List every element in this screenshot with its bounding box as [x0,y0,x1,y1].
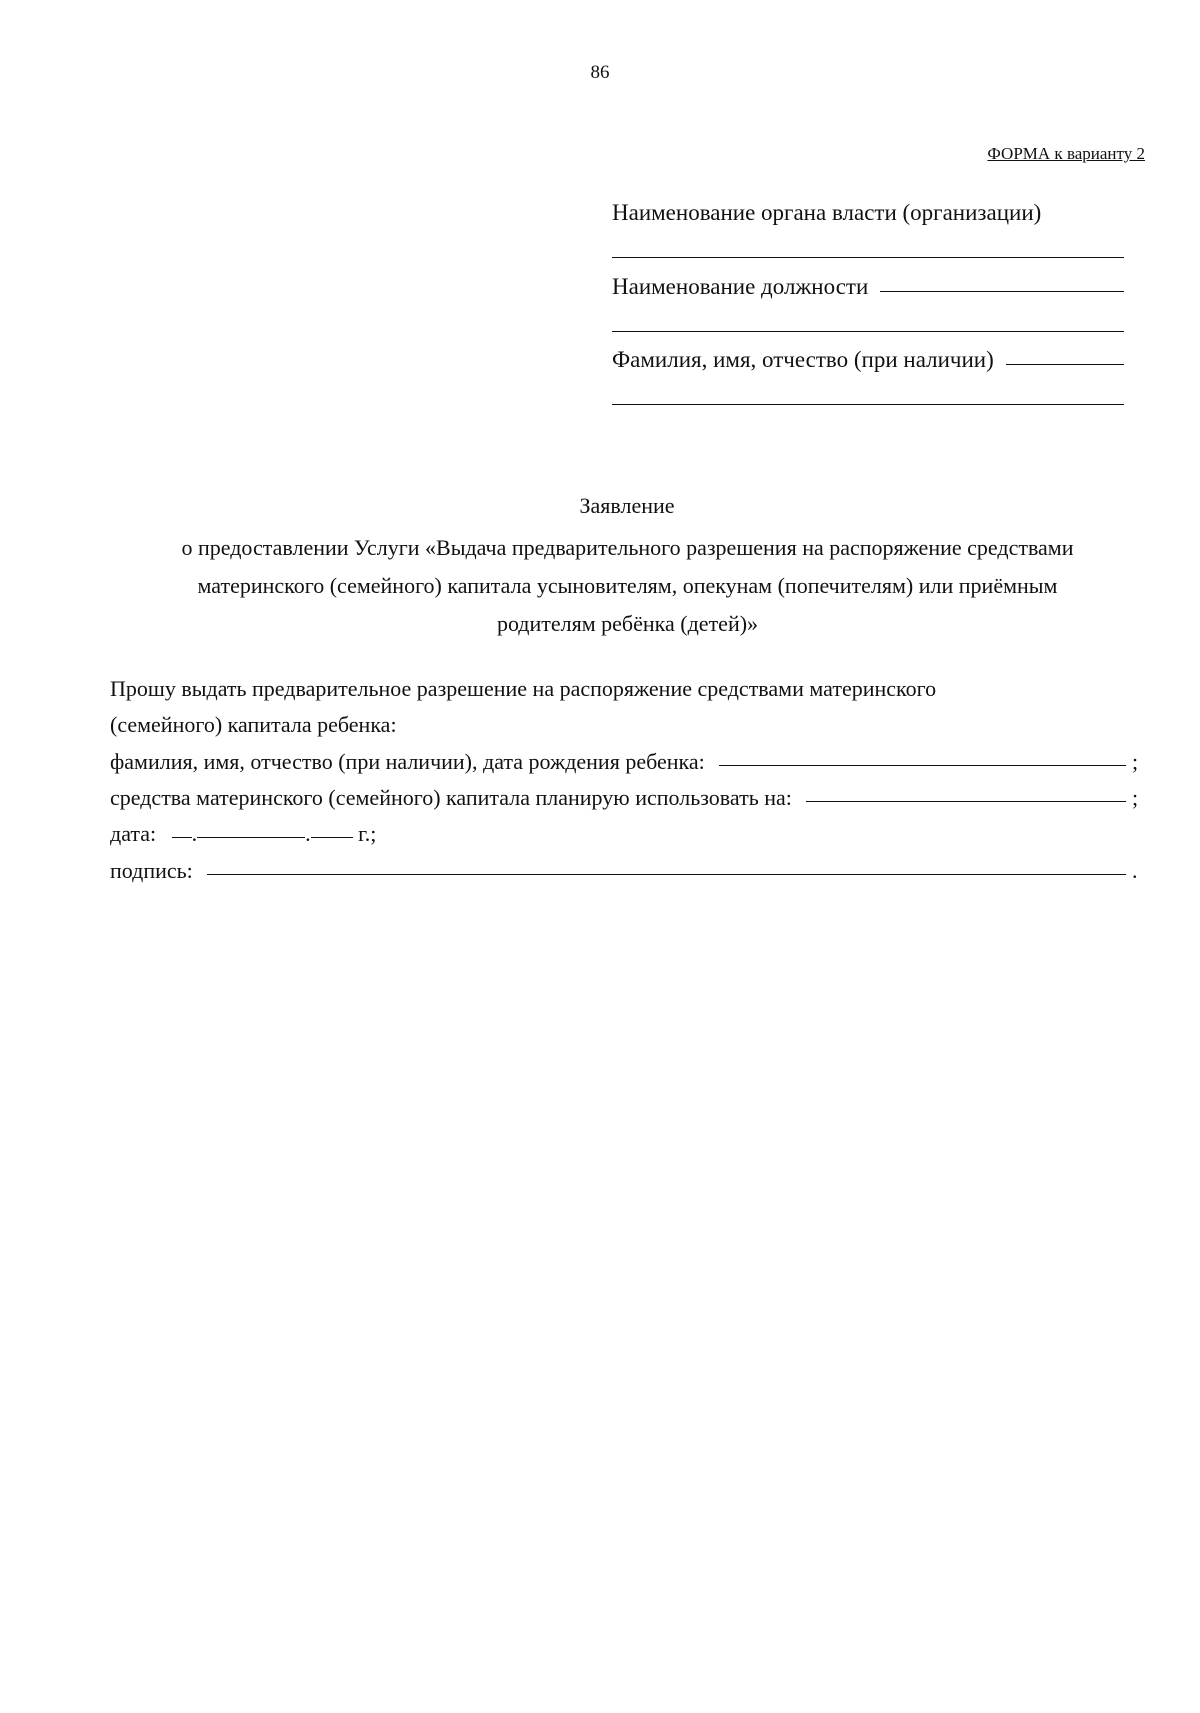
date-row [110,821,1140,847]
signature-label: подпись: [110,858,193,883]
date-month-field[interactable] [197,836,305,838]
date-separator: . [305,821,311,846]
child-info-label: фамилия, имя, отчество (при наличии), дата рождения ребенка: [110,749,705,774]
capital-usage-terminator: ; [1132,785,1139,810]
subtitle-line: о предоставлении Услуги «Выдача предварительного разрешения на распоряжение средствами [181,535,1074,560]
fullname-field-continuation[interactable] [612,404,1124,405]
subtitle-line: родителям ребёнка (детей)» [496,611,759,636]
position-field-continuation[interactable] [612,331,1124,332]
capital-usage-label: средства материнского (семейного) капитала планирую использовать на: [110,785,792,810]
document-title: Заявление [579,493,675,518]
fullname-label: Фамилия, имя, отчество (при наличии) [612,347,994,372]
signature-terminator: . [1132,858,1138,883]
position-row [612,274,1124,300]
position-label: Наименование должности [612,274,869,299]
fullname-field[interactable] [1006,363,1124,365]
date-year-suffix: г.; [358,821,377,846]
authority-name-field[interactable] [612,257,1124,258]
child-info-field[interactable] [719,764,1126,766]
signature-field[interactable] [207,873,1126,875]
authority-name-label: Наименование органа власти (организации) [612,200,1042,225]
request-text-line: (семейного) капитала ребенка: [110,712,397,737]
form-variant-label: ФОРМА к варианту 2 [987,144,1145,163]
date-year-field[interactable] [311,836,353,838]
date-day-field[interactable] [172,836,192,838]
child-info-row [110,749,1142,775]
capital-usage-row [110,785,1142,811]
child-info-terminator: ; [1132,749,1139,774]
fullname-row [612,347,1124,373]
date-label: дата: [110,821,157,846]
capital-usage-field[interactable] [806,800,1126,802]
page-number: 86 [590,62,610,83]
request-text-line: Прошу выдать предварительное разрешение на распоряжение средствами материнского [110,676,937,701]
position-field[interactable] [880,290,1124,292]
signature-row [110,858,1142,884]
subtitle-line: материнского (семейного) капитала усыновителям, опекунам (попечителям) или приёмным [197,573,1058,598]
document-subtitle [120,529,1135,643]
date-separator: . [191,821,198,846]
